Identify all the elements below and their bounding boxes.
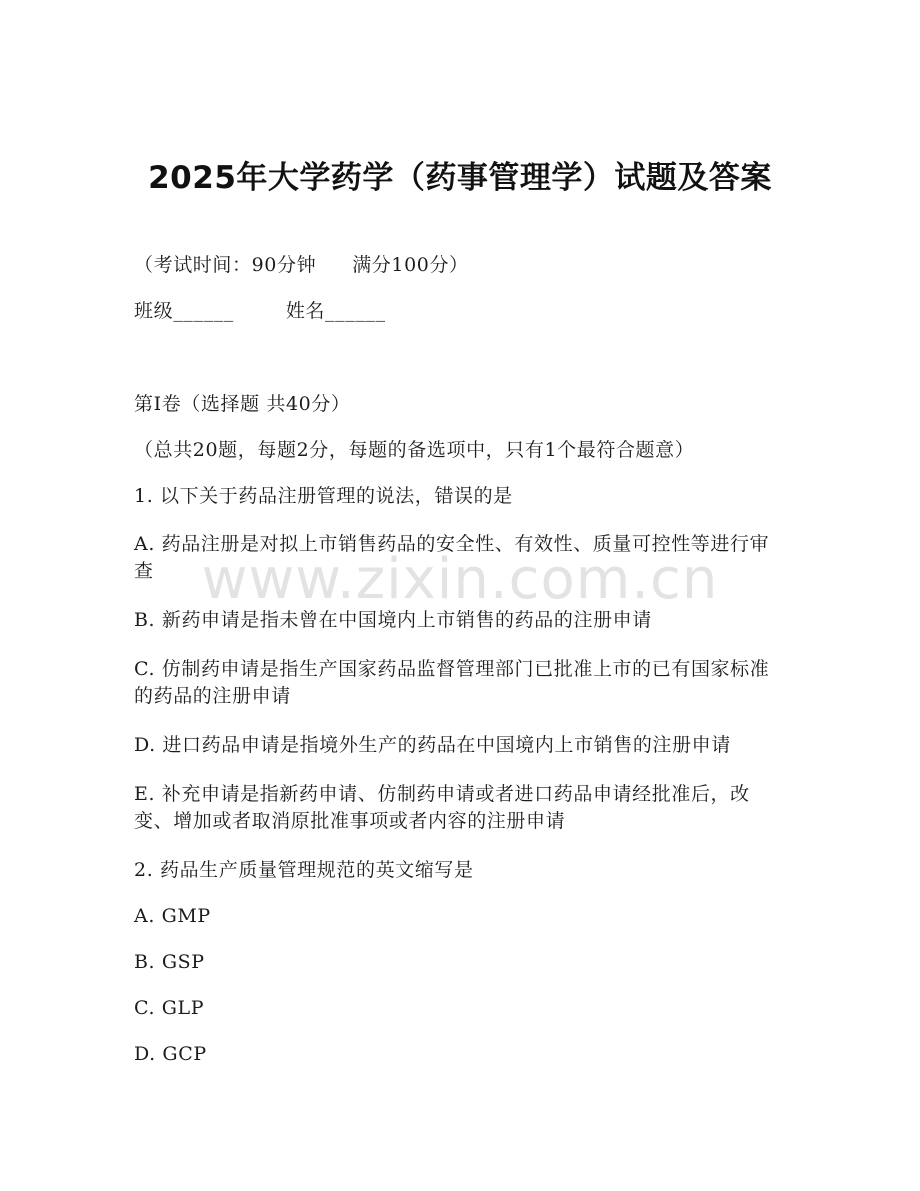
question-2-option-b: B. GSP <box>134 951 205 973</box>
question-1-option-e: E. 补充申请是指新药申请、仿制药申请或者进口药品申请经批准后，改变、增加或者取消原批准事项或者内容的注册申请 <box>134 783 750 832</box>
exam-score: 满分100分） <box>352 254 469 276</box>
question-2-option-d: D. GCP <box>134 1043 207 1065</box>
exam-info <box>134 252 784 279</box>
question-1-option-c: C. 仿制药申请是指生产国家药品监督管理部门已批准上市的已有国家标准的药品的注册申请 <box>134 658 770 707</box>
class-field: 班级______ <box>134 300 234 322</box>
question-1-option-b: B. 新药申请是指未曾在中国境内上市销售的药品的注册申请 <box>134 609 652 631</box>
watermark: www.zixin.com.cn <box>201 547 719 612</box>
question-2-option-a: A. GMP <box>134 905 211 927</box>
question-1-option-a: A. 药品注册是对拟上市销售药品的安全性、有效性、质量可控性等进行审查 <box>134 533 770 582</box>
student-info <box>134 298 784 325</box>
document-title: 2025年大学药学（药事管理学）试题及答案 <box>148 160 772 196</box>
name-field: 姓名______ <box>285 300 386 322</box>
section-heading: 第Ⅰ卷（选择题 共40分） <box>134 393 351 415</box>
exam-time: （考试时间：90分钟 <box>134 254 317 276</box>
section-instructions: （总共20题，每题2分，每题的备选项中，只有1个最符合题意） <box>134 439 695 461</box>
question-1-option-d: D. 进口药品申请是指境外生产的药品在中国境内上市销售的注册申请 <box>134 734 731 756</box>
question-2-stem: 2. 药品生产质量管理规范的英文缩写是 <box>134 859 474 881</box>
question-1-stem: 1. 以下关于药品注册管理的说法，错误的是 <box>134 485 513 507</box>
question-2-option-c: C. GLP <box>134 997 205 1019</box>
